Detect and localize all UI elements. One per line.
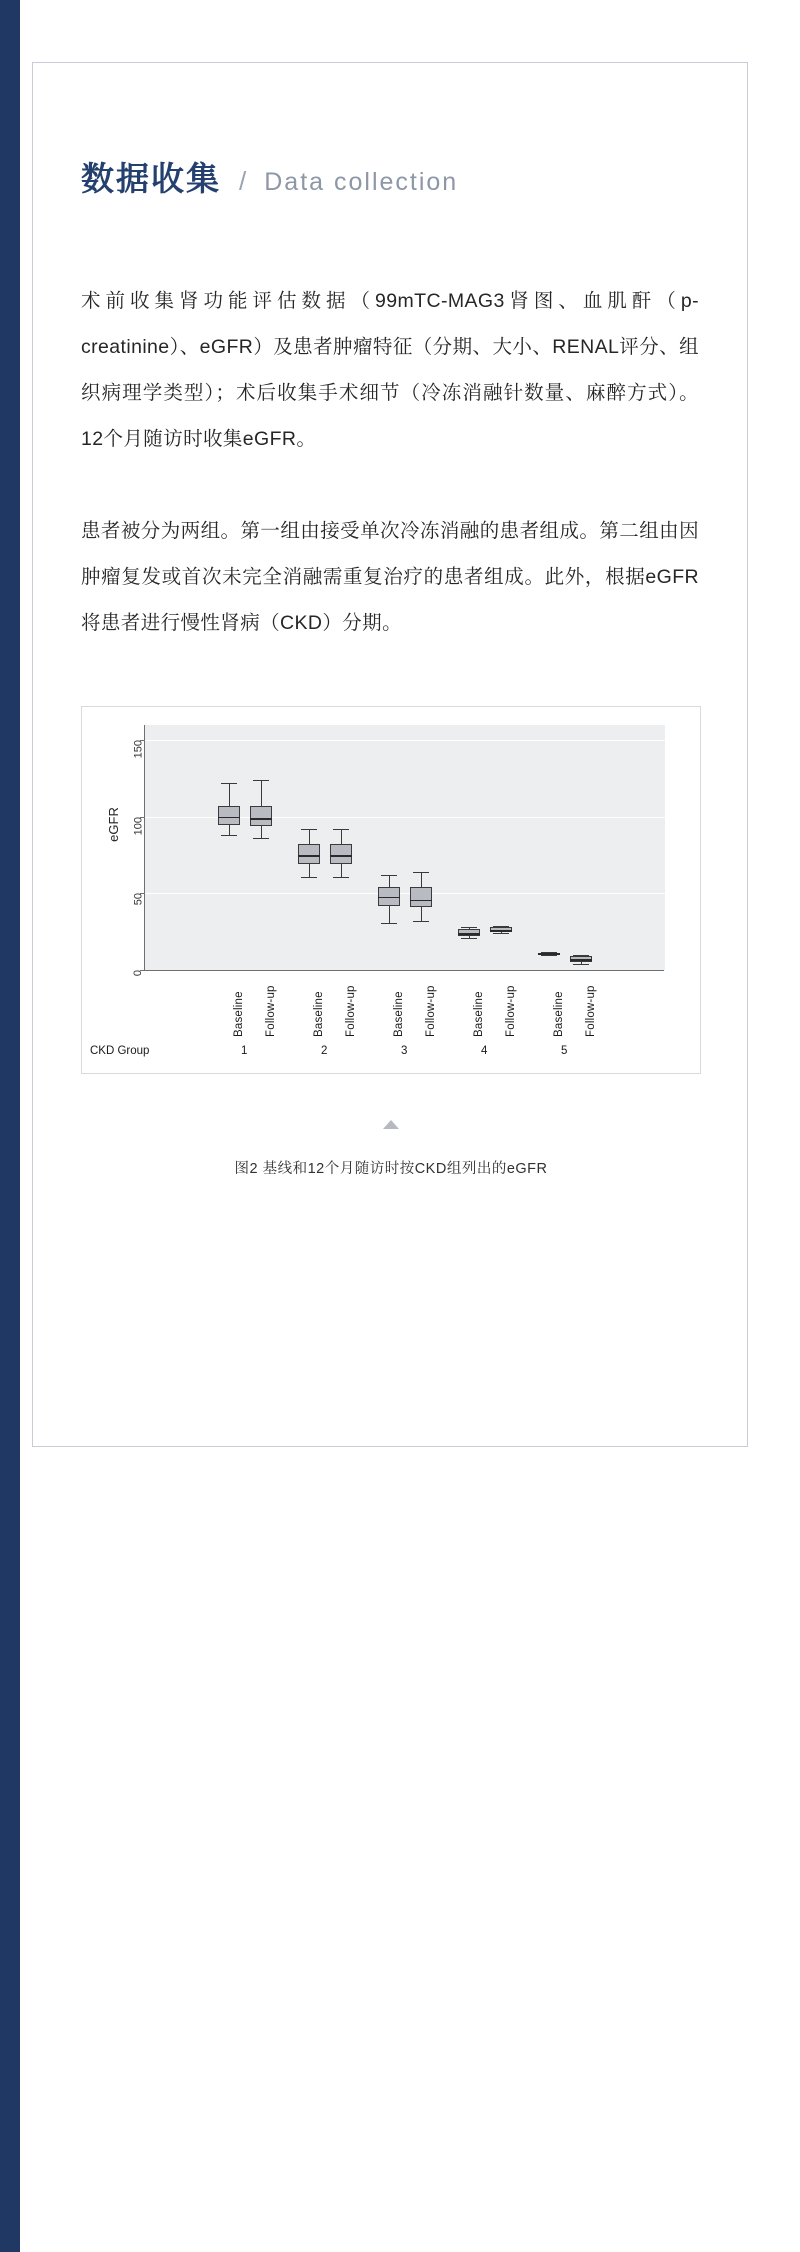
cap-lower [413,921,430,922]
x-tick-label: Baseline [473,991,485,1037]
cap-lower [221,835,238,836]
median-line [378,897,400,899]
whisker-lower [309,864,310,876]
group-label: 2 [321,1045,328,1057]
whisker-upper [229,783,230,806]
median-line [410,900,432,902]
x-tick-label: Baseline [393,991,405,1037]
content-card [32,62,748,1447]
whisker-upper [261,780,262,806]
cap-lower [253,838,270,839]
x-tick-label: Follow-up [425,985,437,1037]
chart-x-axis [144,970,664,971]
section-heading [81,153,699,200]
chart-inner [82,707,700,1073]
group-label: 4 [481,1045,488,1057]
chart-group-labels [144,1045,664,1065]
x-tick-label: Follow-up [505,985,517,1037]
chart-y-axis-title: eGFR [105,807,121,842]
group-label: 1 [241,1045,248,1057]
median-line [458,933,480,935]
group-label: 5 [561,1045,568,1057]
median-line [330,855,352,857]
section-heading-separator: / [239,166,247,196]
cap-lower [333,877,350,878]
box [218,806,240,824]
ytick-label-150: 150 [132,740,144,759]
x-tick-label: Follow-up [345,985,357,1037]
median-line [570,959,592,961]
boxplot-series [145,725,665,970]
x-tick-label: Follow-up [265,985,277,1037]
card-inner [33,153,747,1178]
cap-lower [301,877,318,878]
median-line [250,818,272,820]
whisker-lower [389,906,390,923]
cap-upper [333,829,350,830]
whisker-lower [341,864,342,876]
chart-plot-panel [132,725,665,977]
ytick-label-100: 100 [132,817,144,836]
figure [81,706,701,1178]
cap-upper [221,783,238,784]
whisker-upper [341,829,342,844]
median-line [298,855,320,857]
whisker-upper [421,872,422,887]
box [250,806,272,826]
section-heading-en: Data collection [264,168,459,196]
left-accent-bar [0,0,20,2252]
x-tick-label: Baseline [233,991,245,1037]
x-tick-label: Baseline [313,991,325,1037]
section-heading-cn: 数据收集 [81,160,221,197]
whisker-upper [389,875,390,887]
cap-upper [413,872,430,873]
cap-lower [461,938,478,939]
ytick-label-0: 0 [132,970,144,977]
group-label: 3 [401,1045,408,1057]
chart-x-axis-title: CKD Group [90,1045,150,1057]
x-tick-label: Baseline [553,991,565,1037]
chart-boxplot [81,706,701,1074]
whisker-lower [261,826,262,838]
cap-lower [493,933,510,934]
box [410,887,432,907]
body-paragraph-2: 患者被分为两组。第一组由接受单次冷冻消融的患者组成。第二组由因肿瘤复发或首次未完全消融需重复治疗的患者组成。此外，根据eGFR将患者进行慢性肾病（CKD）分期。 [81,520,699,634]
median-line [538,953,560,955]
whisker-lower [229,825,230,836]
median-line [490,930,512,932]
cap-upper [253,780,270,781]
cap-upper [381,875,398,876]
whisker-upper [309,829,310,844]
ytick-label-50: 50 [132,893,144,906]
chart-x-tick-labels [144,975,664,1045]
x-tick-label: Follow-up [585,985,597,1037]
figure-caption: 图2 基线和12个月随访时按CKD组列出的eGFR [234,1161,548,1177]
cap-lower [381,923,398,924]
cap-lower [573,964,590,965]
whisker-lower [421,907,422,921]
body-paragraph-1: 术前收集肾功能评估数据（99mTC-MAG3肾图、血肌酐（p-creatinine）、eGFR）及患者肿瘤特征（分期、大小、RENAL评分、组织病理学类型）；术后收集手术细节（冷冻消融针数量、麻醉方式）。12个月随访时收集eGFR。 [81,290,699,450]
median-line [218,817,240,819]
triangle-up-icon [383,1120,399,1129]
cap-upper [301,829,318,830]
